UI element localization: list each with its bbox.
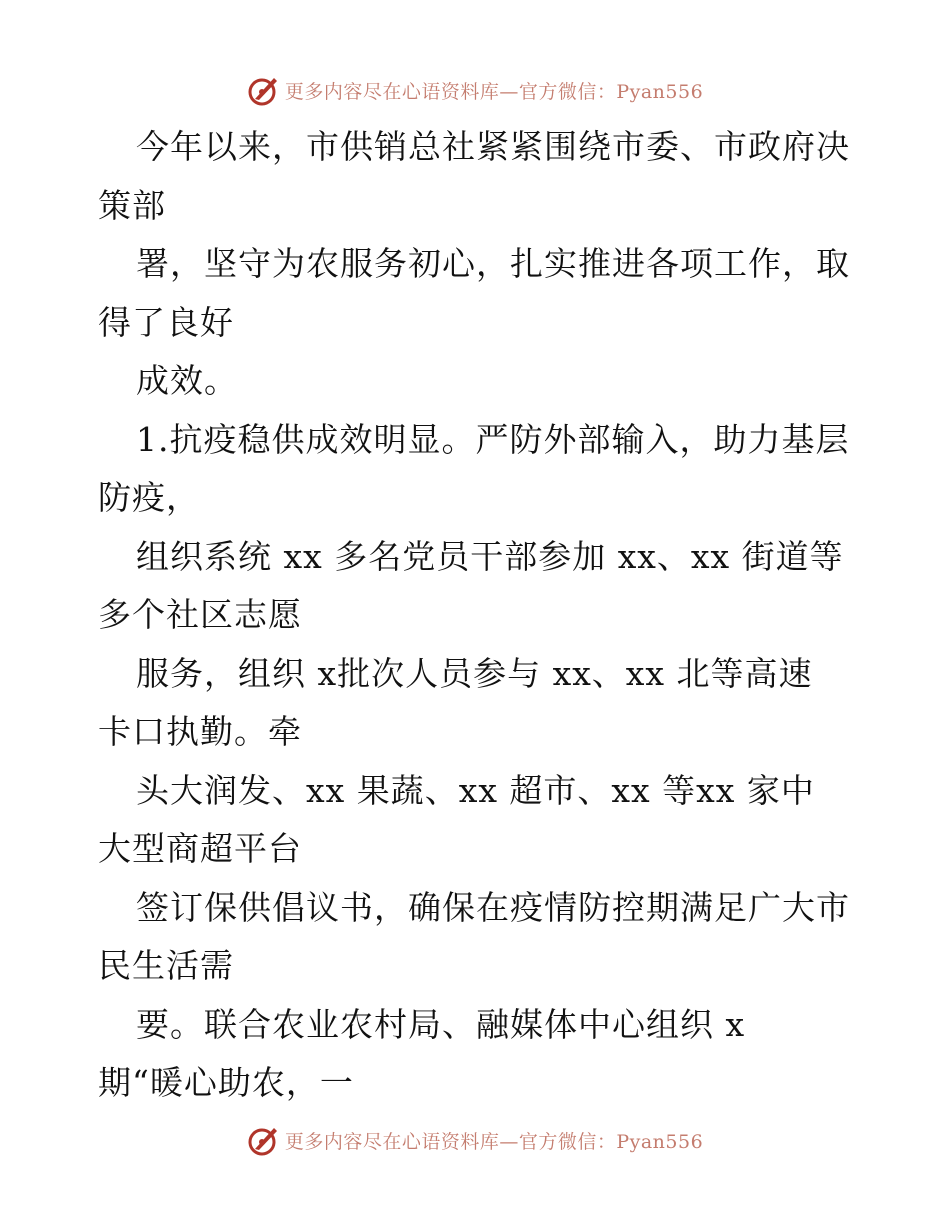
text-line: 得了良好 xyxy=(98,302,234,342)
text-line: 多个社区志愿 xyxy=(98,595,302,634)
text-line: 签订保供倡议书，确保在疫情防控期满足广大市 xyxy=(136,887,850,927)
text-line: 头大润发、xx 果蔬、xx 超市、xx 等xx 家中 xyxy=(136,770,815,810)
text-line: 1.抗疫稳供成效明显。严防外部输入，助力基层 xyxy=(136,419,850,459)
feather-pen-logo-icon xyxy=(247,1123,281,1157)
text-line: 服务，组织 x批次人员参与 xx、xx 北等高速 xyxy=(136,653,813,693)
text-line: 期“暖心助农，一 xyxy=(98,1063,354,1102)
text-line: 今年以来，市供销总社紧紧围绕市委、市政府决 xyxy=(136,127,850,166)
text-line: 要。联合农业农村局、融媒体中心组织 x xyxy=(136,1004,746,1044)
text-line: 署，坚守为农服务初心，扎实推进各项工作，取 xyxy=(136,244,850,283)
text-line: 组织系统 xx 多名党员干部参加 xx、xx 街道等 xyxy=(136,536,844,576)
text-line: 策部 xyxy=(98,185,166,225)
footer-watermark xyxy=(0,1120,950,1160)
text-line: 成效。 xyxy=(136,361,238,400)
feather-pen-logo-icon xyxy=(247,73,281,107)
watermark-text: 更多内容尽在心语资料库—官方微信：Pyan556 xyxy=(284,1130,704,1153)
document-body xyxy=(98,118,858,1113)
header-watermark xyxy=(0,70,950,110)
text-line: 卡口执勤。牵 xyxy=(98,712,302,751)
text-line: 大型商超平台 xyxy=(98,829,302,868)
text-line: 防疫， xyxy=(98,478,200,517)
watermark-text: 更多内容尽在心语资料库—官方微信：Pyan556 xyxy=(284,80,704,103)
text-line: 民生活需 xyxy=(98,946,234,985)
